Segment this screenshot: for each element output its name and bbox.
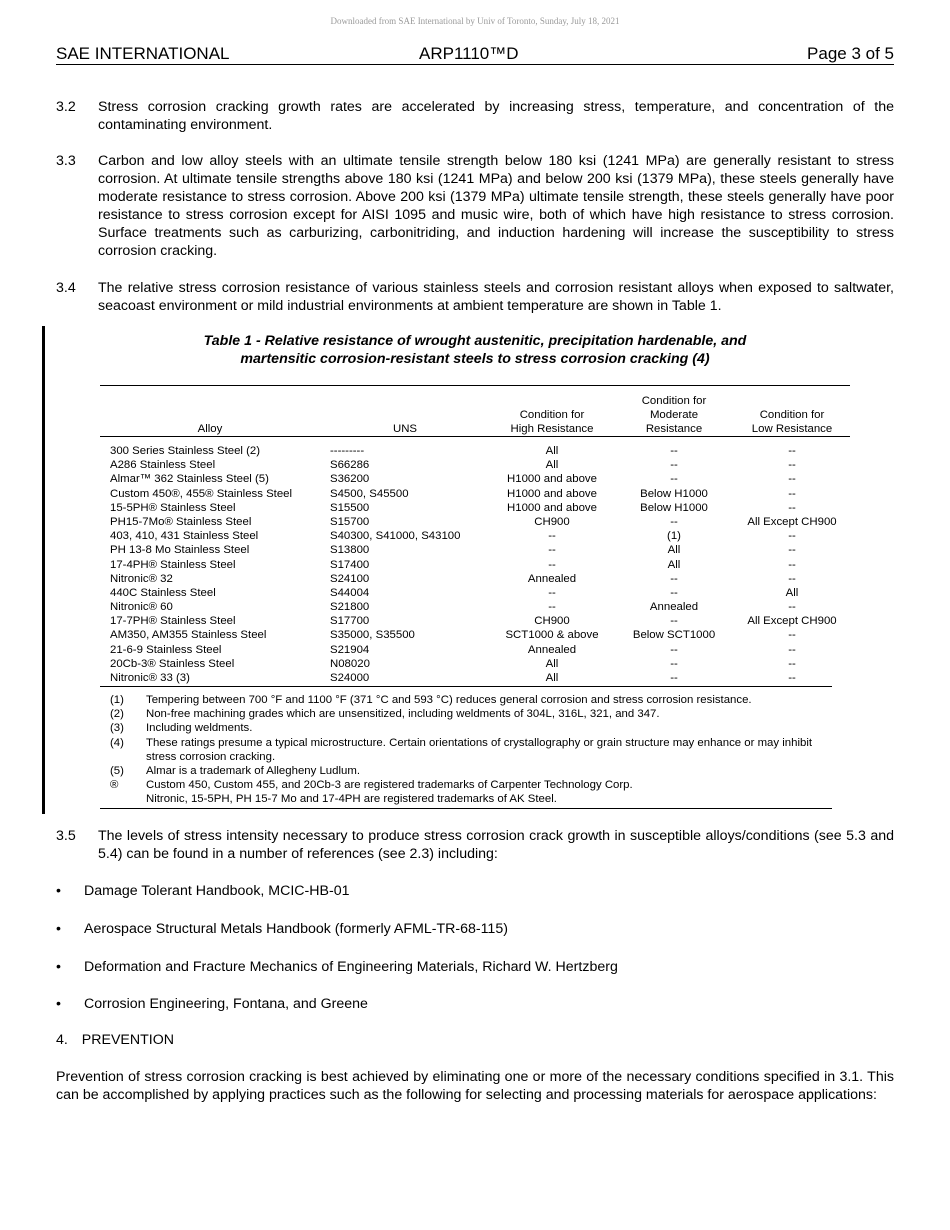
cell-high: All xyxy=(545,445,559,457)
footnote-text: Non-free machining grades which are unsensitized, including weldments of 304L, 316L, 321, and 347. xyxy=(146,708,660,721)
table-row xyxy=(100,501,850,515)
table-header xyxy=(100,386,850,437)
cell-low: -- xyxy=(788,459,796,472)
footnote-mark: (4) xyxy=(110,736,124,749)
cell-alloy: 21-6-9 Stainless Steel xyxy=(110,643,222,656)
table-caption-line-2: martensitic corrosion-resistant steels to stress corrosion cracking (4) xyxy=(240,351,710,367)
footnote-mark: ® xyxy=(110,779,119,792)
footnote-mark: (2) xyxy=(110,708,124,721)
table-row xyxy=(100,671,850,685)
paragraph-3-5 xyxy=(56,827,894,863)
cell-moderate: -- xyxy=(670,643,678,656)
paragraph-text: The relative stress corrosion resistance of various stainless steels and corrosion resistant alloys when exposed to saltwater, seacoast environment or mild industrial environments at ambient temperature are shown in Table 1. xyxy=(98,280,894,314)
table-body xyxy=(100,437,850,685)
bullet-text: Corrosion Engineering, Fontana, and Greene xyxy=(84,996,368,1012)
cell-moderate: -- xyxy=(670,445,678,457)
cell-uns: S13800 xyxy=(330,544,370,557)
cell-high: H1000 and above xyxy=(507,487,597,500)
footnote xyxy=(110,764,832,778)
cell-low: -- xyxy=(788,657,796,670)
cell-low: -- xyxy=(788,445,796,457)
bullet-icon: • xyxy=(56,883,61,899)
page-header xyxy=(56,44,894,65)
cell-uns: S17400 xyxy=(330,558,370,571)
table-row xyxy=(100,614,850,628)
cell-uns: S4500, S45500 xyxy=(330,487,409,500)
cell-moderate: Annealed xyxy=(649,601,699,614)
cell-high: Annealed xyxy=(527,643,577,656)
cell-moderate: -- xyxy=(670,459,678,472)
table-row xyxy=(100,572,850,586)
table-row xyxy=(100,529,850,543)
paragraph-number: 3.5 xyxy=(56,828,76,844)
header-low-resistance: Condition for Low Resistance xyxy=(751,409,833,435)
cell-uns: S36200 xyxy=(330,473,370,486)
paragraph-number: 3.3 xyxy=(56,153,76,169)
table-row xyxy=(100,487,850,501)
cell-uns: S24000 xyxy=(330,672,370,684)
cell-uns: S15700 xyxy=(330,515,370,528)
cell-moderate: -- xyxy=(670,473,678,486)
table-row xyxy=(100,558,850,572)
prevention-paragraph xyxy=(56,1068,894,1104)
header-page-number: Page 3 of 5 xyxy=(807,44,894,63)
footnote-list xyxy=(100,693,832,807)
paragraph-3-3 xyxy=(56,152,894,260)
cell-moderate: -- xyxy=(670,672,678,684)
paragraph-text: Carbon and low alloy steels with an ultimate tensile strength below 180 ksi (1241 MPa) are generally resistant to stress corrosion. At ultimate tensile strengths above 180 ksi (1241 MPa) and below 200 ksi (1379 MPa), these steels generally have moderate resistance to stress corrosion. Above 200 ksi (1379 MPa) ultimate tensile strength, these steels generally have poor resistance to stress corrosion except for AISI 1095 and music wire, both of which have high resistance to stress corrosion. Surface treatments such as carburizing, carbonitriding, and induction hardening will increase the susceptibility to stress corrosion cracking. xyxy=(98,153,894,259)
paragraph-text: Stress corrosion cracking growth rates are accelerated by increasing stress, temperature, and concentration of the contaminating environment. xyxy=(98,99,894,133)
cell-low: -- xyxy=(788,601,796,614)
cell-alloy: 440C Stainless Steel xyxy=(110,586,216,599)
cell-low: All xyxy=(785,586,799,599)
cell-moderate: Below H1000 xyxy=(640,487,708,500)
cell-uns: S21800 xyxy=(330,601,370,614)
bullet-text: Deformation and Fracture Mechanics of Engineering Materials, Richard W. Hertzberg xyxy=(84,959,618,975)
cell-moderate: -- xyxy=(670,657,678,670)
cell-alloy: PH 13-8 Mo Stainless Steel xyxy=(110,544,250,557)
cell-high: -- xyxy=(548,601,556,614)
cell-uns: S66286 xyxy=(330,459,370,472)
table-row xyxy=(100,600,850,614)
table-row xyxy=(100,515,850,529)
revision-change-bar xyxy=(42,326,45,814)
footnote xyxy=(110,707,832,721)
cell-uns: N08020 xyxy=(330,657,370,670)
header-high-resistance: Condition for High Resistance xyxy=(510,409,594,435)
cell-low: -- xyxy=(788,473,796,486)
cell-moderate: Below H1000 xyxy=(640,501,708,514)
footnote-text: Nitronic, 15-5PH, PH 15-7 Mo and 17-4PH are registered trademarks of AK Steel. xyxy=(146,793,557,806)
table-caption xyxy=(100,332,850,368)
table-row xyxy=(100,444,850,458)
prevention-text: Prevention of stress corrosion cracking is best achieved by eliminating one or more of the necessary conditions specified in 3.1. This can be accomplished by applying practices such as the following for selecting and processing materials for aerospace applications: xyxy=(56,1069,894,1103)
bullet-text: Aerospace Structural Metals Handbook (formerly AFML-TR-68-115) xyxy=(84,921,508,937)
section-4-heading xyxy=(56,1031,894,1049)
cell-low: All Except CH900 xyxy=(747,515,837,528)
cell-low: -- xyxy=(788,558,796,571)
cell-uns: --------- xyxy=(330,445,365,457)
cell-alloy: Nitronic® 32 xyxy=(110,572,173,585)
footnote xyxy=(110,792,832,806)
cell-low: -- xyxy=(788,501,796,514)
cell-high: All xyxy=(545,459,559,472)
cell-low: -- xyxy=(788,629,796,642)
cell-uns: S15500 xyxy=(330,501,370,514)
header-org: SAE INTERNATIONAL xyxy=(56,44,230,63)
bullet-text: Damage Tolerant Handbook, MCIC-HB-01 xyxy=(84,883,350,899)
cell-moderate: -- xyxy=(670,572,678,585)
paragraph-number: 3.2 xyxy=(56,99,76,115)
cell-uns: S17700 xyxy=(330,615,370,628)
cell-high: All xyxy=(545,672,559,684)
footnote-text: Almar is a trademark of Allegheny Ludlum. xyxy=(146,765,360,778)
cell-high: SCT1000 & above xyxy=(505,629,599,642)
cell-uns: S24100 xyxy=(330,572,370,585)
footnote-mark: (5) xyxy=(110,765,124,778)
paragraph-3-2 xyxy=(56,98,894,134)
table-row xyxy=(100,628,850,642)
footnote xyxy=(110,736,832,764)
cell-high: H1000 and above xyxy=(507,473,597,486)
cell-high: CH900 xyxy=(534,515,570,528)
cell-high: -- xyxy=(548,586,556,599)
cell-moderate: (1) xyxy=(667,530,681,543)
footnote-text: These ratings presume a typical microstructure. Certain orientations of crystallography or grain structure may enhance or may inhibit stress corrosion cracking. xyxy=(146,736,813,763)
table-row xyxy=(100,472,850,486)
table-row xyxy=(100,543,850,557)
cell-high: H1000 and above xyxy=(507,501,597,514)
cell-low: -- xyxy=(788,487,796,500)
cell-alloy: A286 Stainless Steel xyxy=(110,459,216,472)
cell-alloy: 17-4PH® Stainless Steel xyxy=(110,558,236,571)
cell-low: -- xyxy=(788,544,796,557)
bullet-icon: • xyxy=(56,921,61,937)
table-row xyxy=(100,643,850,657)
table-row xyxy=(100,657,850,671)
cell-uns: S35000, S35500 xyxy=(330,629,415,642)
cell-low: -- xyxy=(788,643,796,656)
cell-uns: S40300, S41000, S43100 xyxy=(330,530,461,543)
cell-high: All xyxy=(545,657,559,670)
footnote xyxy=(110,721,832,735)
cell-uns: S21904 xyxy=(330,643,370,656)
cell-alloy: Nitronic® 60 xyxy=(110,601,173,614)
cell-alloy: 300 Series Stainless Steel (2) xyxy=(110,445,261,457)
cell-moderate: Below SCT1000 xyxy=(632,629,716,642)
footnote-mark: (1) xyxy=(110,694,124,706)
cell-uns: S44004 xyxy=(330,586,370,599)
cell-moderate: -- xyxy=(670,586,678,599)
cell-alloy: PH15-7Mo® Stainless Steel xyxy=(110,515,252,528)
header-alloy: Alloy xyxy=(197,423,223,435)
footnote xyxy=(110,778,832,792)
cell-low: -- xyxy=(788,530,796,543)
cell-high: -- xyxy=(548,558,556,571)
paragraph-number: 3.4 xyxy=(56,280,76,296)
header-doc-id: ARP1110™D xyxy=(419,44,519,63)
cell-alloy: 15-5PH® Stainless Steel xyxy=(110,501,236,514)
cell-moderate: All xyxy=(667,558,681,571)
bullet-icon: • xyxy=(56,959,61,975)
cell-low: -- xyxy=(788,572,796,585)
cell-moderate: All xyxy=(667,544,681,557)
cell-alloy: Custom 450®, 455® Stainless Steel xyxy=(110,487,293,500)
table-row xyxy=(100,586,850,600)
header-uns: UNS xyxy=(392,423,418,435)
paragraph-3-4 xyxy=(56,279,894,315)
table-footnotes xyxy=(100,686,832,809)
cell-low: All Except CH900 xyxy=(747,615,837,628)
cell-alloy: 20Cb-3® Stainless Steel xyxy=(110,657,235,670)
footnote-text: Tempering between 700 °F and 1100 °F (371 °C and 593 °C) reduces general corrosion and stress corrosion resistance. xyxy=(146,694,752,706)
paragraph-text: The levels of stress intensity necessary to produce stress corrosion crack growth in susceptible alloys/conditions (see 5.3 and 5.4) can be found in a number of references (see 2.3) including: xyxy=(98,828,894,862)
cell-alloy: AM350, AM355 Stainless Steel xyxy=(110,629,267,642)
cell-moderate: -- xyxy=(670,615,678,628)
cell-low: -- xyxy=(788,672,796,684)
cell-high: CH900 xyxy=(534,615,570,628)
download-notice: Downloaded from SAE International by Univ of Toronto, Sunday, July 18, 2021 xyxy=(330,16,620,26)
cell-high: -- xyxy=(548,530,556,543)
cell-moderate: -- xyxy=(670,515,678,528)
footnote xyxy=(110,693,832,707)
cell-high: Annealed xyxy=(527,572,577,585)
resistance-table xyxy=(100,385,850,685)
cell-alloy: Nitronic® 33 (3) xyxy=(110,672,190,684)
footnote-text: Custom 450, Custom 455, and 20Cb-3 are registered trademarks of Carpenter Technology Corp. xyxy=(146,779,633,792)
cell-alloy: 403, 410, 431 Stainless Steel xyxy=(110,530,259,543)
bullet-icon: • xyxy=(56,996,61,1012)
table-row xyxy=(100,458,850,472)
section-title: PREVENTION xyxy=(81,1032,175,1048)
table-caption-line-1: Table 1 - Relative resistance of wrought austenitic, precipitation hardenable, and xyxy=(203,333,747,349)
footnote-text: Including weldments. xyxy=(146,722,253,735)
cell-alloy: 17-7PH® Stainless Steel xyxy=(110,615,236,628)
cell-high: -- xyxy=(548,544,556,557)
section-number: 4. xyxy=(56,1032,68,1048)
header-moderate-resistance: Condition for Moderate Resistance xyxy=(641,395,707,435)
footnote-mark: (3) xyxy=(110,722,124,735)
cell-alloy: Almar™ 362 Stainless Steel (5) xyxy=(110,473,269,486)
